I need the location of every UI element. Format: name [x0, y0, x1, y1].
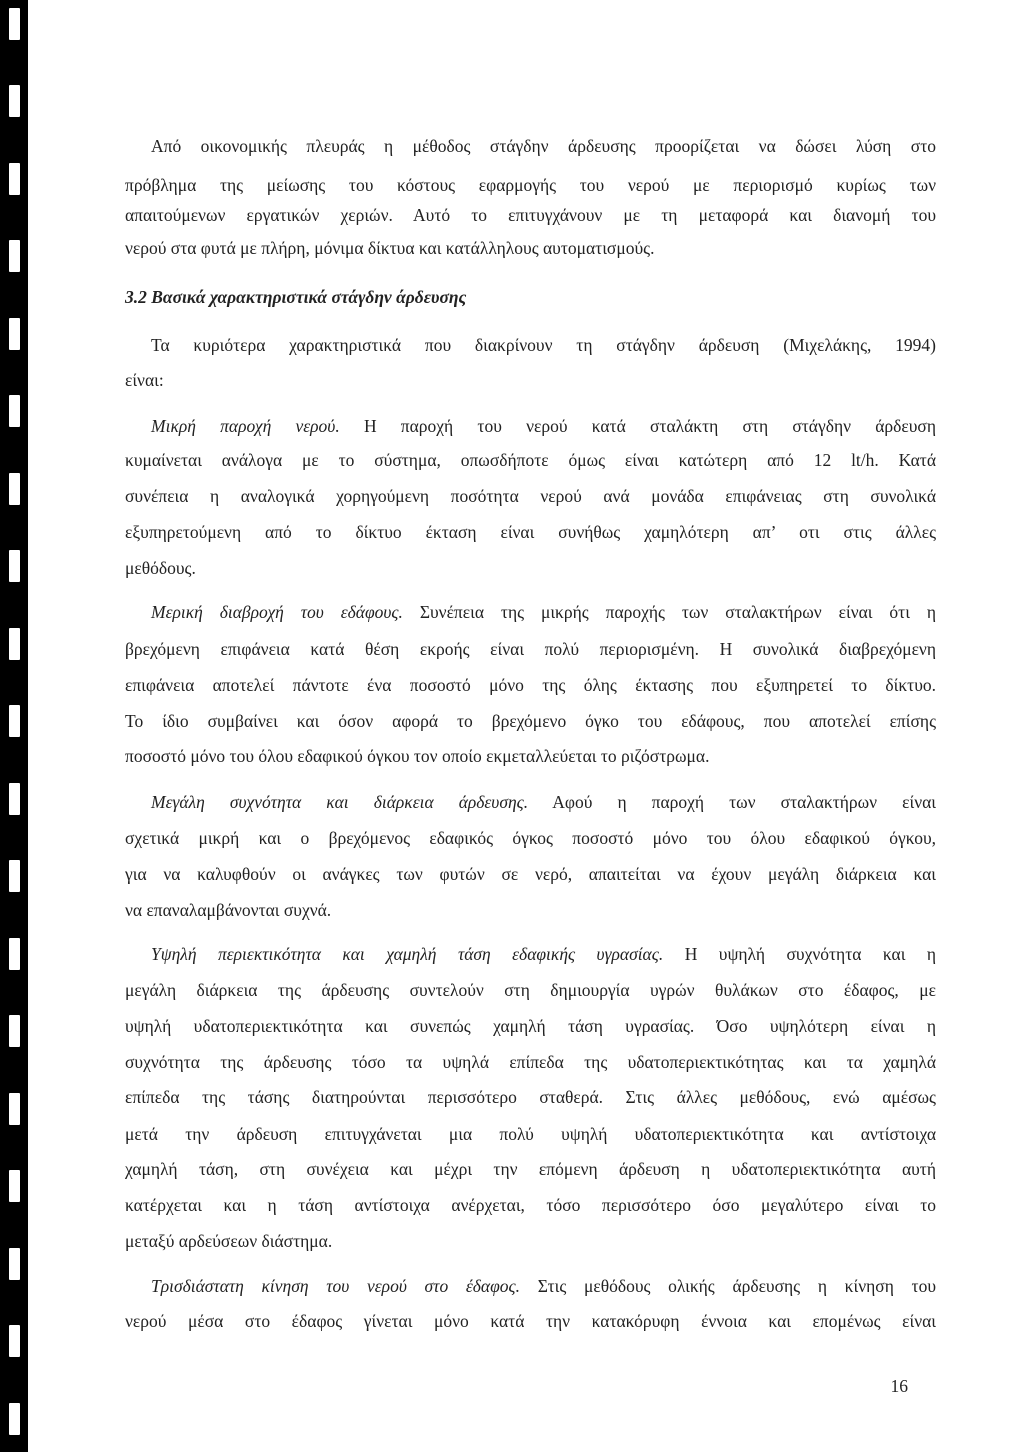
characteristic-text: Στις μεθόδους ολικής άρδευσης η κίνηση του	[520, 1276, 936, 1296]
characteristic-text: Η παροχή του νερού κατά σταλάκτη στη στάγδην άρδευση	[339, 416, 936, 436]
text-line: Από οικονομικής πλευράς η μέθοδος στάγδην άρδευσης προορίζεται να δώσει λύση στο	[151, 136, 936, 156]
text-line: μεθόδους.	[125, 558, 196, 578]
characteristic-text: Συνέπεια της μικρής παροχής των σταλακτήρων είναι ότι η	[402, 602, 936, 622]
text-line: είναι:	[125, 370, 164, 390]
text-line: πρόβλημα της μείωσης του κόστους εφαρμογής του νερού με περιορισμό κυρίως των	[125, 175, 936, 195]
text-line: απαιτούμενων εργατικών χεριών. Αυτό το επιτυγχάνουν με τη μεταφορά και διανομή του	[125, 205, 936, 225]
text-line: για να καλυφθούν οι ανάγκες των φυτών σε νερό, απαιτείται να έχουν μεγάλη διάρκεια και	[125, 864, 936, 884]
text-line: ποσοστό μόνο του όλου εδαφικού όγκου τον οποίο εκμεταλλεύεται το ριζόστρωμα.	[125, 746, 710, 766]
document-page	[28, 0, 1024, 1452]
binder-hole	[9, 163, 20, 195]
text-line: Το ίδιο συμβαίνει και όσον αφορά το βρεχόμενο όγκο του εδάφους, που αποτελεί επίσης	[125, 711, 936, 731]
binder-hole	[9, 628, 20, 660]
binder-hole	[9, 938, 20, 970]
binder-hole	[9, 1170, 20, 1202]
text-line: κυμαίνεται ανάλογα με το σύστημα, οπωσδήποτε όμως είναι κατώτερη από 12 lt/h. Κατά	[125, 450, 936, 470]
text-line: επίπεδα της τάσης διατηρούνται περισσότερο σταθερά. Στις άλλες μεθόδους, ενώ αμέσως	[125, 1087, 936, 1107]
binder-hole	[9, 860, 20, 892]
text-line: βρεχόμενη επιφάνεια κατά θέση εκροής είναι πολύ περιορισμένη. Η συνολικά διαβρεχόμενη	[125, 639, 936, 659]
text-line: μεγάλη διάρκεια της άρδευσης συντελούν στη δημιουργία υγρών θυλάκων στο έδαφος, με	[125, 980, 936, 1000]
binder-hole	[9, 85, 20, 117]
characteristic-term: Μερική διαβροχή του εδάφους.	[151, 602, 403, 622]
binder-hole	[9, 318, 20, 350]
text-line: συνέπεια η αναλογικά χορηγούμενη ποσότητα νερού ανά μονάδα επιφάνειας στη συνολικά	[125, 486, 936, 506]
text-line	[151, 946, 936, 964]
text-line	[151, 794, 936, 812]
binder-hole	[9, 705, 20, 737]
text-line	[151, 1278, 936, 1296]
text-line: κατέρχεται και η τάση αντίστοιχα ανέρχεται, τόσο περισσότερο όσο μεγαλύτερο είναι το	[125, 1195, 936, 1215]
text-line: υψηλή υδατοπεριεκτικότητα και συνεπώς χαμηλή τάση υγρασίας. Όσο υψηλότερη είναι η	[125, 1016, 936, 1036]
binder-hole	[9, 1093, 20, 1125]
binder-hole	[9, 395, 20, 427]
text-line: εξυπηρετούμενη από το δίκτυο έκταση είναι συνήθως χαμηλότερη απ’ οτι στις άλλες	[125, 522, 936, 542]
binder-hole	[9, 8, 20, 40]
binder-hole	[9, 1015, 20, 1047]
text-line: να επαναλαμβάνονται συχνά.	[125, 900, 332, 920]
text-line: σχετικά μικρή και ο βρεχόμενος εδαφικός όγκος ποσοστό μόνο του όλου εδαφικού όγκου,	[125, 828, 936, 848]
text-line: επιφάνεια αποτελεί πάντοτε ένα ποσοστό μόνο της όλης έκτασης που εξυπηρετεί το δίκτυο.	[125, 675, 936, 695]
text-line: συχνότητα της άρδευσης τόσο τα υψηλά επίπεδα της υδατοπεριεκτικότητας και τα χαμηλά	[125, 1052, 936, 1072]
text-line: μετά την άρδευση επιτυγχάνεται μια πολύ υψηλή υδατοπεριεκτικότητα και αντίστοιχα	[125, 1124, 936, 1144]
binder-hole	[9, 240, 20, 272]
text-line	[151, 418, 936, 436]
characteristic-text: Η υψηλή συχνότητα και η	[663, 944, 937, 964]
text-line: χαμηλή τάση, στη συνέχεια και μέχρι την επόμενη άρδευση η υδατοπεριεκτικότητα αυτή	[125, 1159, 936, 1179]
text-line: νερού στα φυτά με πλήρη, μόνιμα δίκτυα και κατάλληλους αυτοματισμούς.	[125, 238, 655, 258]
characteristic-term: Μεγάλη συχνότητα και διάρκεια άρδευσης.	[151, 792, 529, 812]
binder-hole	[9, 783, 20, 815]
text-line: Τα κυριότερα χαρακτηριστικά που διακρίνουν τη στάγδην άρδευση (Μιχελάκης, 1994)	[151, 335, 936, 355]
text-line: νερού μέσα στο έδαφος γίνεται μόνο κατά την κατακόρυφη έννοια και επομένως είναι	[125, 1311, 936, 1331]
binder-hole	[9, 1325, 20, 1357]
binder-hole	[9, 550, 20, 582]
binder-hole	[9, 1248, 20, 1280]
characteristic-term: Τρισδιάστατη κίνηση του νερού στο έδαφος.	[151, 1276, 521, 1296]
characteristic-term: Μικρή παροχή νερού.	[151, 416, 340, 436]
section-heading: 3.2 Βασικά χαρακτηριστικά στάγδην άρδευσης	[125, 287, 467, 307]
characteristic-text: Αφού η παροχή των σταλακτήρων είναι	[528, 792, 936, 812]
binder-hole	[9, 1403, 20, 1435]
page-number: 16	[890, 1376, 908, 1396]
characteristic-term: Υψηλή περιεκτικότητα και χαμηλή τάση εδαφικής υγρασίας.	[151, 944, 664, 964]
text-line: μεταξύ αρδεύσεων διάστημα.	[125, 1231, 333, 1251]
binder-hole	[9, 473, 20, 505]
text-line	[151, 604, 936, 622]
